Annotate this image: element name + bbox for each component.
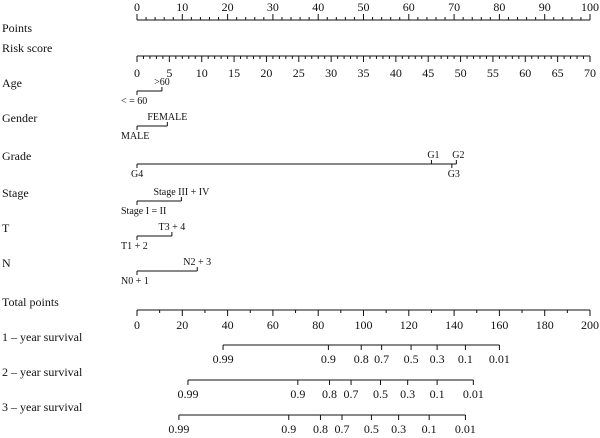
row-label-total-points: Total points [2,295,59,309]
stage-level-label: Stage III + IV [153,187,210,198]
row-label-n: N [2,256,11,270]
grade-level-label: G4 [131,169,144,180]
row-label-age: Age [2,76,22,90]
survival-2-tick-label: 0.8 [322,387,338,401]
survival-3-tick-label: 0.1 [421,422,437,436]
risk-score-tick-label: 10 [195,66,208,80]
points-axis-tick-label: 80 [493,0,506,14]
risk-score-tick-label: 15 [228,66,241,80]
gender-level-label: MALE [121,131,150,142]
row-label-survival-3: 3 – year survival [2,400,83,414]
survival-1-tick-label: 0.99 [212,352,234,366]
t-level-label: T3 + 4 [158,222,186,233]
survival-3-tick-label: 0.3 [391,422,407,436]
survival-1-tick-label: 0.1 [457,352,473,366]
points-axis-tick-label: 100 [581,0,599,14]
points-axis-tick-label: 60 [402,0,415,14]
age-level-label: >60 [154,77,170,88]
total-points-tick-label: 200 [581,318,599,332]
row-label-stage: Stage [2,186,29,200]
row-label-gender: Gender [2,111,38,125]
points-axis-tick-label: 50 [357,0,370,14]
total-points-tick-label: 40 [221,318,234,332]
n-level-label: N2 + 3 [183,257,212,268]
survival-3-tick-label: 0.99 [168,422,190,436]
survival-3-tick-label: 0.8 [312,422,328,436]
row-label-grade: Grade [2,149,32,163]
survival-2-tick-label: 0.5 [372,387,388,401]
n-level-label: N0 + 1 [121,276,149,287]
age-level-label: < = 60 [121,96,148,107]
survival-2-tick-label: 0.9 [290,387,306,401]
points-axis-tick-label: 90 [538,0,551,14]
survival-1-tick-label: 0.8 [353,352,369,366]
total-points-tick-label: 100 [354,318,373,332]
grade-level-label: G2 [452,150,465,161]
row-label-survival-2: 2 – year survival [2,365,83,379]
row-label-points: Points [2,21,33,35]
total-points-tick-label: 160 [490,318,509,332]
risk-score-tick-label: 30 [325,66,338,80]
risk-score-tick-label: 65 [551,66,564,80]
survival-2-tick-label: 0.7 [343,387,359,401]
points-axis-tick-label: 30 [266,0,279,14]
survival-1-tick-label: 0.7 [374,352,390,366]
points-axis-tick-label: 70 [448,0,461,14]
survival-3-tick-label: 0.5 [363,422,379,436]
total-points-tick-label: 80 [312,318,325,332]
survival-3-tick-label: 0.7 [334,422,350,436]
risk-score-tick-label: 60 [519,66,532,80]
risk-score-tick-label: 25 [292,66,305,80]
points-axis-tick-label: 0 [134,0,140,14]
survival-2-tick-label: 0.99 [177,387,199,401]
total-points-tick-label: 0 [134,318,140,332]
stage-level-label: Stage I = II [121,206,167,217]
survival-2-tick-label: 0.01 [462,387,484,401]
risk-score-tick-label: 35 [357,66,370,80]
total-points-tick-label: 60 [266,318,279,332]
survival-3-tick-label: 0.01 [454,422,476,436]
t-level-label: T1 + 2 [121,241,148,252]
survival-2-tick-label: 0.1 [429,387,445,401]
points-axis-tick-label: 40 [312,0,325,14]
risk-score-tick-label: 70 [584,66,596,80]
survival-1-tick-label: 0.5 [403,352,419,366]
total-points-tick-label: 120 [399,318,418,332]
total-points-tick-label: 140 [445,318,464,332]
gender-level-label: FEMALE [147,112,188,123]
row-label-risk-score: Risk score [2,41,53,55]
total-points-tick-label: 20 [176,318,189,332]
grade-level-label: G1 [427,150,440,161]
survival-1-tick-label: 0.9 [320,352,336,366]
total-points-tick-label: 180 [535,318,554,332]
risk-score-tick-label: 40 [389,66,402,80]
row-label-t: T [2,221,10,235]
survival-1-tick-label: 0.01 [488,352,510,366]
risk-score-tick-label: 5 [166,66,173,80]
risk-score-tick-label: 20 [260,66,273,80]
points-axis-tick-label: 10 [176,0,189,14]
row-label-survival-1: 1 – year survival [2,330,83,344]
survival-3-tick-label: 0.9 [281,422,297,436]
risk-score-tick-label: 0 [134,66,140,80]
grade-level-label: G3 [447,169,460,180]
survival-1-tick-label: 0.3 [429,352,445,366]
risk-score-tick-label: 55 [486,66,499,80]
risk-score-tick-label: 50 [454,66,467,80]
survival-2-tick-label: 0.3 [400,387,416,401]
points-axis-tick-label: 20 [221,0,234,14]
risk-score-tick-label: 45 [422,66,435,80]
